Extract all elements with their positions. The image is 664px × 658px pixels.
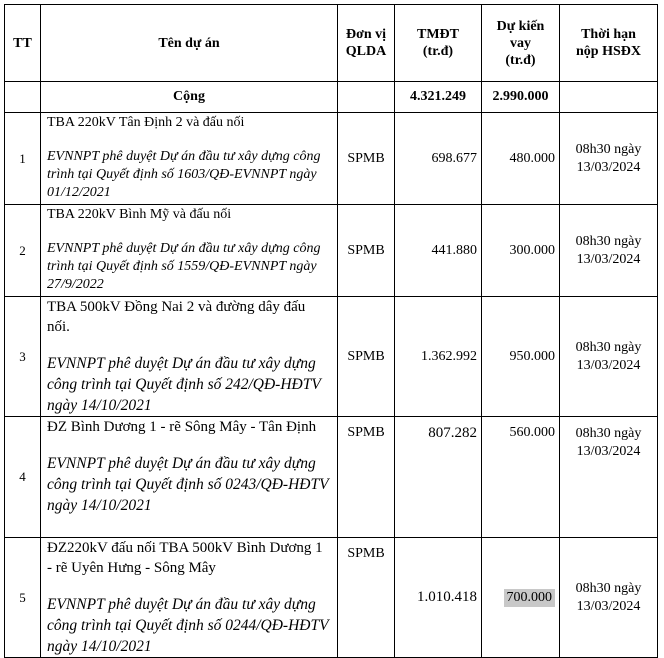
total-unit	[338, 82, 395, 113]
project-decision: EVNNPT phê duyệt Dự án đầu tư xây dựng công trình tại Quyết định số 1603/QĐ-EVNNPT ngày 01/12/2021	[47, 149, 321, 200]
row-tt: 4	[5, 417, 41, 538]
header-loan: Dự kiến vay (tr.đ)	[482, 5, 560, 82]
project-decision: EVNNPT phê duyệt Dự án đầu tư xây dựng công trình tại Quyết định số 0243/QĐ-HĐTV ngày 14/10/2021	[47, 455, 329, 514]
project-title: TBA 220kV Bình Mỹ và đấu nối	[47, 207, 232, 222]
row-loan	[482, 538, 560, 658]
header-deadline: Thời hạn nộp HSĐX	[560, 5, 658, 82]
row-tt: 5	[5, 538, 41, 658]
project-title: ĐZ220kV đấu nối TBA 500kV Bình Dương 1 - rẽ Uyên Hưng - Sông Mây	[47, 540, 323, 576]
row-tmdt: 441.880	[395, 205, 482, 297]
project-decision: EVNNPT phê duyệt Dự án đầu tư xây dựng công trình tại Quyết định số 242/QĐ-HĐTV ngày 14/10/2021	[47, 355, 321, 414]
row-unit: SPMB	[338, 538, 395, 658]
row-project-name	[41, 297, 338, 417]
total-row	[5, 82, 658, 113]
row-unit: SPMB	[338, 205, 395, 297]
row-deadline: 08h30 ngày 13/03/2024	[560, 205, 658, 297]
project-title: TBA 220kV Tân Định 2 và đấu nối	[47, 115, 245, 130]
table-row	[5, 113, 658, 205]
total-tt	[5, 82, 41, 113]
table-row	[5, 297, 658, 417]
row-project-name	[41, 205, 338, 297]
highlighted-loan-value: 700.000	[504, 589, 556, 607]
row-unit: SPMB	[338, 417, 395, 538]
row-unit: SPMB	[338, 113, 395, 205]
row-loan: 300.000	[482, 205, 560, 297]
header-unit: Đơn vị QLDA	[338, 5, 395, 82]
row-tmdt: 698.677	[395, 113, 482, 205]
row-project-name	[41, 538, 338, 658]
row-loan: 560.000	[482, 417, 560, 538]
project-title: ĐZ Bình Dương 1 - rẽ Sông Mây - Tân Định	[47, 419, 317, 435]
project-decision: EVNNPT phê duyệt Dự án đầu tư xây dựng công trình tại Quyết định số 1559/QĐ-EVNNPT ngày 27/9/2022	[47, 241, 321, 292]
row-deadline: 08h30 ngày 13/03/2024	[560, 538, 658, 658]
header-tmdt: TMĐT (tr.đ)	[395, 5, 482, 82]
row-loan: 950.000	[482, 297, 560, 417]
total-deadline	[560, 82, 658, 113]
row-tt: 2	[5, 205, 41, 297]
table-row	[5, 417, 658, 538]
table-row	[5, 538, 658, 658]
row-project-name	[41, 417, 338, 538]
project-title: TBA 500kV Đồng Nai 2 và đường dây đấu nối.	[47, 299, 306, 335]
header-tt: TT	[5, 5, 41, 82]
row-unit: SPMB	[338, 297, 395, 417]
total-loan: 2.990.000	[482, 82, 560, 113]
total-label: Cộng	[41, 82, 338, 113]
row-tt: 1	[5, 113, 41, 205]
row-loan: 480.000	[482, 113, 560, 205]
row-tmdt: 1.362.992	[395, 297, 482, 417]
project-table	[4, 4, 658, 658]
project-decision: EVNNPT phê duyệt Dự án đầu tư xây dựng công trình tại Quyết định số 0244/QĐ-HĐTV ngày 14/10/2021	[47, 596, 329, 655]
row-tt: 3	[5, 297, 41, 417]
total-tmdt: 4.321.249	[395, 82, 482, 113]
row-deadline: 08h30 ngày 13/03/2024	[560, 297, 658, 417]
row-deadline: 08h30 ngày 13/03/2024	[560, 113, 658, 205]
row-project-name	[41, 113, 338, 205]
row-tmdt: 807.282	[395, 417, 482, 538]
row-tmdt: 1.010.418	[395, 538, 482, 658]
header-row	[5, 5, 658, 82]
header-name: Tên dự án	[41, 5, 338, 82]
table-row	[5, 205, 658, 297]
row-deadline: 08h30 ngày 13/03/2024	[560, 417, 658, 538]
